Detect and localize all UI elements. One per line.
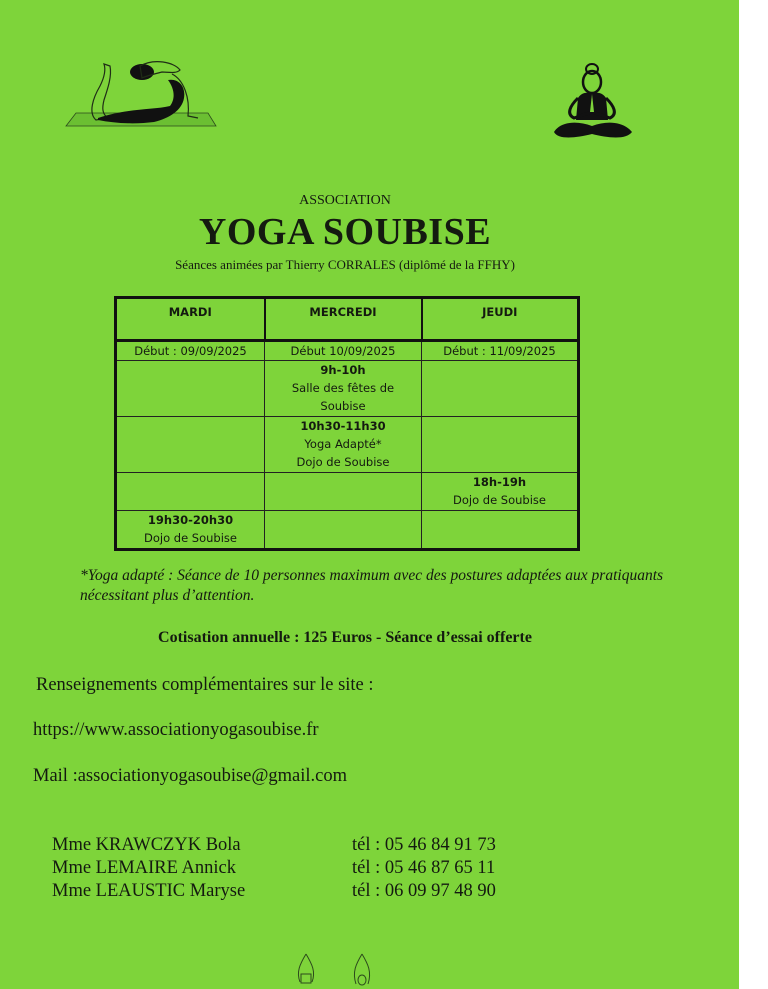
table-row	[116, 473, 579, 511]
session-location: Soubise	[320, 399, 366, 413]
prayer-hands-icon	[292, 952, 382, 989]
column-header-mardi: MARDI	[116, 298, 265, 341]
session-location: Salle des fêtes de	[291, 381, 395, 395]
schedule-cell	[116, 511, 265, 550]
table-row	[116, 361, 579, 417]
schedule-cell	[265, 417, 422, 473]
adapted-yoga-note: *Yoga adapté : Séance de 10 personnes maximum avec des postures adaptées aux pratiquants nécessitant plus d’attention.	[80, 567, 664, 604]
schedule-table	[114, 296, 580, 551]
contact-phone[interactable]: tél : 05 46 87 65 11	[352, 858, 496, 878]
start-date-mardi: Début : 09/09/2025	[116, 341, 265, 361]
schedule-cell	[116, 361, 265, 417]
info-label: Renseignements complémentaires sur le site :	[36, 675, 374, 695]
schedule-cell	[422, 511, 579, 550]
session-time: 18h-19h	[472, 475, 527, 489]
contact-phone[interactable]: tél : 05 46 84 91 73	[352, 835, 496, 855]
page-title: YOGA SOUBISE	[198, 211, 492, 253]
column-header-mercredi: MERCREDI	[265, 298, 422, 341]
contact-phone[interactable]: tél : 06 09 97 48 90	[352, 881, 496, 901]
email-link[interactable]: Mail :associationyogasoubise@gmail.com	[33, 766, 348, 786]
annual-fee: Cotisation annuelle : 125 Euros - Séance d’essai offerte	[158, 629, 532, 646]
session-location: Dojo de Soubise	[144, 531, 237, 545]
schedule-cell	[116, 473, 265, 511]
association-label: ASSOCIATION	[299, 193, 391, 208]
start-date-jeudi: Début : 11/09/2025	[422, 341, 579, 361]
start-dates-row	[116, 341, 579, 361]
schedule-cell	[422, 473, 579, 511]
column-header-jeudi: JEUDI	[422, 298, 579, 341]
schedule-cell	[422, 361, 579, 417]
session-location: Dojo de Soubise	[453, 493, 546, 507]
session-location: Dojo de Soubise	[296, 455, 390, 469]
session-type: Yoga Adapté*	[304, 437, 382, 451]
yoga-pose-icon	[58, 58, 223, 130]
schedule-header-row	[116, 298, 579, 341]
start-date-mercredi: Début 10/09/2025	[265, 341, 422, 361]
subtitle: Séances animées par Thierry CORRALES (diplômé de la FFHY)	[175, 257, 515, 272]
schedule-cell	[422, 417, 579, 473]
session-time: 10h30-11h30	[300, 419, 386, 433]
table-row	[116, 511, 579, 550]
schedule-cell	[116, 417, 265, 473]
schedule-cell	[265, 473, 422, 511]
session-time: 9h-10h	[320, 363, 366, 377]
contact-name: Mme LEAUSTIC Maryse	[52, 881, 246, 901]
schedule-cell	[265, 511, 422, 550]
meditation-icon	[552, 60, 636, 144]
website-link[interactable]: https://www.associationyogasoubise.fr	[33, 720, 319, 740]
table-row	[116, 417, 579, 473]
schedule-cell	[265, 361, 422, 417]
contact-name: Mme KRAWCZYK Bola	[52, 835, 241, 855]
contact-name: Mme LEMAIRE Annick	[52, 858, 236, 878]
session-time: 19h30-20h30	[147, 513, 234, 527]
